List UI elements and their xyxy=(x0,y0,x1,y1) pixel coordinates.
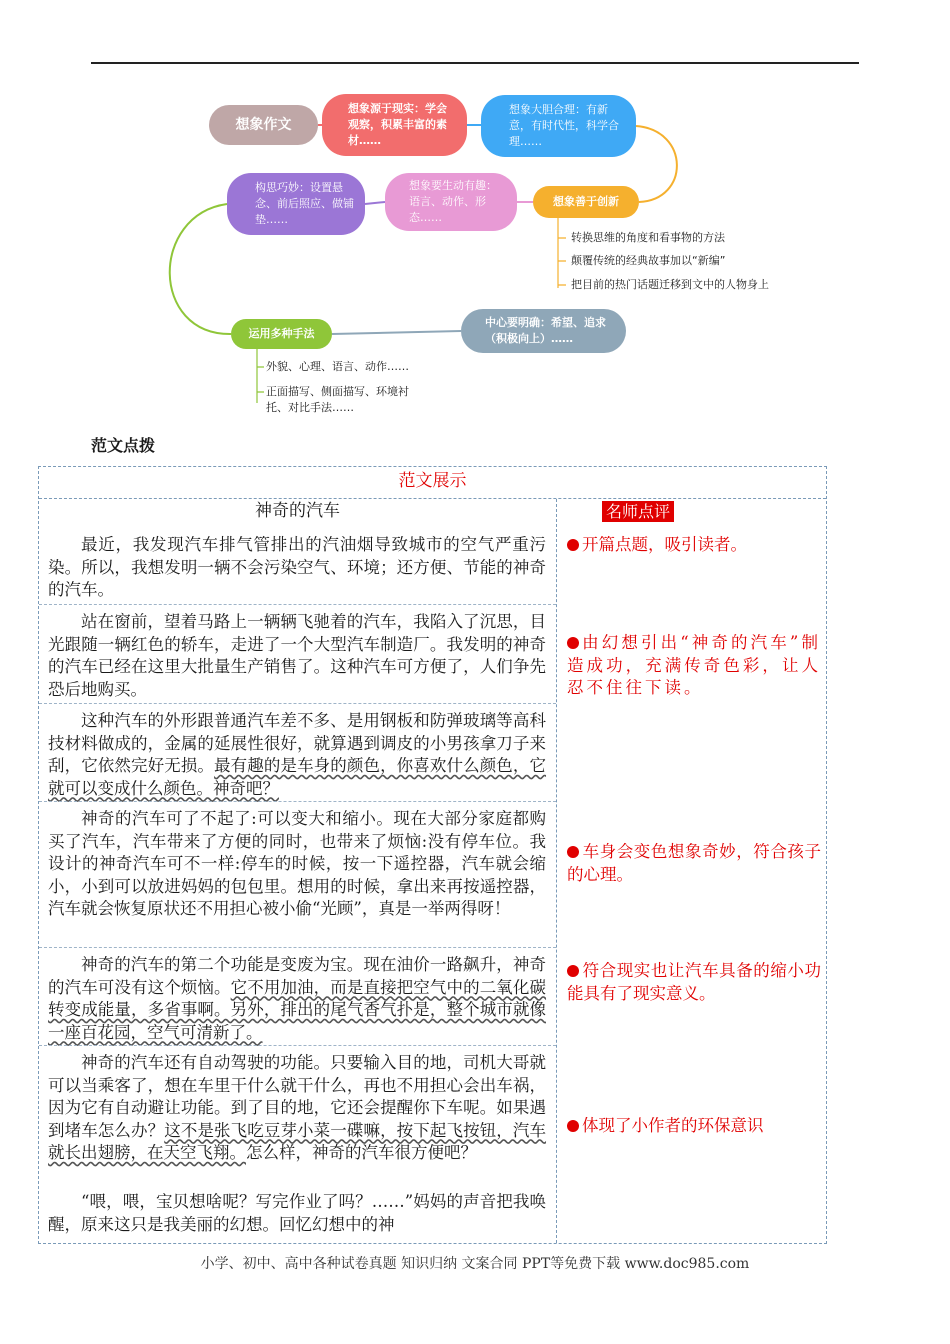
innovate-item: 转换思维的角度和看事物的方法 xyxy=(571,231,725,244)
essay-paragraph: “喂，喂，宝贝想啥呢？写完作业了吗？……”妈妈的声音把我唤醒，原来这只是我美丽的幻想。回忆幻想中的神 xyxy=(48,1192,546,1234)
paragraph-divider xyxy=(39,1045,556,1046)
essay-paragraph: 站在窗前，望着马路上一辆辆飞驰着的汽车，我陷入了沉思，目光跟随一辆红色的轿车，走进了一个大型汽车制造厂。我发明的神奇的汽车已经在这里大批量生产销售了。这种汽车可方便了，人们争先恐后地购买。 xyxy=(48,612,546,699)
paragraph-divider xyxy=(39,947,556,948)
essay-paragraph xyxy=(48,1052,546,1165)
mindmap-node-conceive: 构思巧妙：设置悬念、前后照应、做铺垫…… xyxy=(227,173,365,235)
paragraph-divider xyxy=(39,801,556,802)
table-header: 范文展示 xyxy=(398,471,467,491)
mindmap-node-methods: 运用多种手法 xyxy=(231,319,332,349)
bullet-dot-icon xyxy=(567,637,579,649)
innovate-item: 颠覆传统的经典故事加以“新编” xyxy=(571,254,726,267)
mindmap-node-real: 想象源于现实：学会观察，积累丰富的素材…… xyxy=(322,94,467,156)
column-divider xyxy=(556,499,557,1243)
essay-sentence: 这种汽车的外形跟普通汽车差不多、是用钢板和防弹玻璃等高科技材料做成的，金属的延展性很好，就算遇到调皮的小男孩拿刀子来刮，它依然完好无损。 xyxy=(48,711,546,775)
teacher-comment xyxy=(567,1115,821,1138)
mindmap-node-bold: 想象大胆合理：有新意，有时代性，科学合理…… xyxy=(481,95,636,157)
header-divider xyxy=(39,498,826,499)
comment-text: 车身会变色想象奇妙，符合孩子的心理。 xyxy=(567,842,821,884)
section-title: 范文点拨 xyxy=(91,436,156,455)
mindmap-node-innovate: 想象善于创新 xyxy=(533,186,639,218)
paragraph-divider xyxy=(39,604,556,605)
method-item: 外貌、心理、语言、动作…… xyxy=(266,360,409,373)
bullet-dot-icon xyxy=(567,965,579,977)
essay-table xyxy=(38,466,827,1244)
mindmap-root-node: 想象作文 xyxy=(209,105,318,145)
comment-header: 名师点评 xyxy=(602,501,674,522)
bullet-dot-icon xyxy=(567,539,579,551)
essay-paragraph: 神奇的汽车可了不起了:可以变大和缩小。现在大部分家庭都购买了汽车，汽车带来了方便的同时，也带来了烦恼:没有停车位。我设计的神奇汽车可不一样:停车的时候，按一下遥控器，汽车就会缩小，小到可以放进妈妈的包包里。想用的时候，拿出来再按遥控器，汽车就会恢复原状还不用担心被小偷“光顾”，真是一举两得呀！ xyxy=(48,809,546,918)
essay-paragraph xyxy=(48,710,546,800)
mindmap-node-center: 中心要明确：希望、追求（积极向上）…… xyxy=(461,309,626,353)
bullet-dot-icon xyxy=(567,846,579,858)
mindmap-node-vivid: 想象要生动有趣：语言、动作、形态…… xyxy=(385,173,517,231)
essay-sentence-underlined: 它不用加油，而是直接把空气中的二氧化碳转变成能量，多省事啊。另外，排出的尾气香气扑是，整个城市就像一座百花园，空气可清新了。 xyxy=(48,977,547,1042)
teacher-comment xyxy=(567,632,821,700)
footer-text: 小学、初中、高中各种试卷真题 知识归纳 文案合同 PPT等免费下载 www.doc985.com xyxy=(200,1256,750,1272)
comment-text: 体现了小作者的环保意识 xyxy=(582,1116,764,1135)
comment-text: 由幻想引出“神奇的汽车”制造成功，充满传奇色彩，让人忍不住往下读。 xyxy=(567,633,821,697)
teacher-comment xyxy=(567,960,821,1005)
essay-sentence-underlined: 这不是张飞吃豆芽小菜一碟嘛，按下起飞按钮，汽车就长出翅膀，在天空飞翔。 xyxy=(48,1120,547,1162)
comment-text: 符合现实也让汽车具备的缩小功能具有了现实意义。 xyxy=(567,961,821,1003)
essay-paragraph xyxy=(48,954,546,1044)
essay-sentence: 神奇的汽车的第二个功能是变废为宝。现在油价一路飙升，神奇的汽车可没有这个烦恼。 xyxy=(48,955,546,997)
essay-title: 神奇的汽车 xyxy=(255,501,340,521)
method-item: 正面描写、侧面描写、环境衬托、对比手法…… xyxy=(266,385,409,414)
comment-text: 开篇点题，吸引读者。 xyxy=(582,535,747,554)
bullet-dot-icon xyxy=(567,1120,579,1132)
essay-sentence: 怎么样，神奇的汽车很方便吧？ xyxy=(246,1143,477,1162)
essay-sentence-underlined: 最有趣的是车身的颜色，你喜欢什么颜色，它就可以变成什么颜色。神奇吧？ xyxy=(48,756,547,798)
teacher-comment xyxy=(567,534,821,557)
essay-sentence: 神奇的汽车还有自动驾驶的功能。只要输入目的地，司机大哥就可以当乘客了，想在车里干什么就干什么，再也不用担心会出车祸，因为它有自动避让功能。到了目的地，它还会提醒你下车呢。如果遇到堵车怎么办？ xyxy=(48,1053,546,1140)
innovate-item: 把目前的热门话题迁移到文中的人物身上 xyxy=(571,278,769,291)
essay-paragraph: 最近，我发现汽车排气管排出的汽油烟导致城市的空气严重污染。所以，我想发明一辆不会污染空气、环境；还方便、节能的神奇的汽车。 xyxy=(48,535,546,599)
paragraph-divider xyxy=(39,703,556,704)
mind-map xyxy=(0,0,950,430)
teacher-comment xyxy=(567,841,821,886)
